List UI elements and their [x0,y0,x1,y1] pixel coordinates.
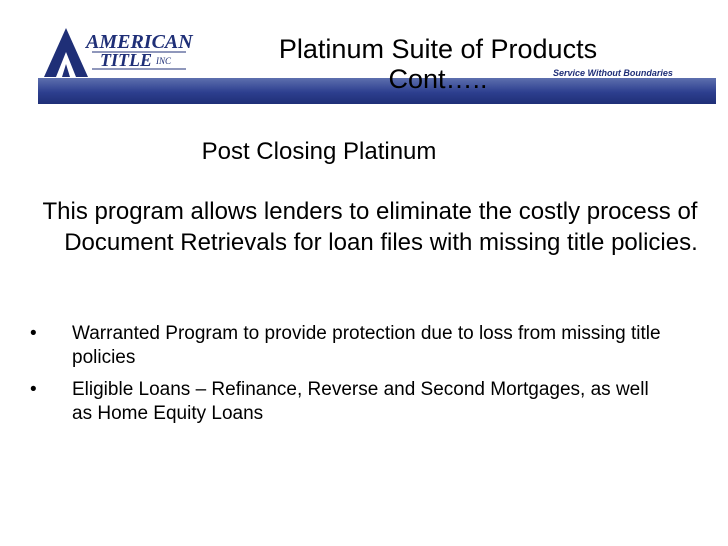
slide-title-line1: Platinum Suite of Products [278,34,598,64]
slide-title-line2: Cont….. [388,64,488,94]
section-subtitle: Post Closing Platinum [201,138,437,165]
bullet-text: Eligible Loans – Refinance, Reverse and Second Mortgages, as well as Home Equity Loans [72,379,649,424]
slide-title [238,32,638,96]
logo-text-inc: INC [156,56,172,66]
logo-text-title: TITLE [100,50,152,70]
tagline: Service Without Boundaries [553,68,673,78]
intro-paragraph: This program allows lenders to eliminate the costly process of Document Retrievals for loan files with missing title policies. [42,198,698,256]
logo-text-american: AMERICAN [86,31,193,53]
bullet-dot-icon: • [30,379,37,400]
american-title-logo [42,22,202,80]
bullet-list [30,322,670,434]
bullet-text: Warranted Program to provide protection due to loss from missing title policies [72,323,661,368]
bullet-item [30,378,670,426]
bullet-item [30,322,670,370]
bullet-dot-icon: • [30,323,37,344]
